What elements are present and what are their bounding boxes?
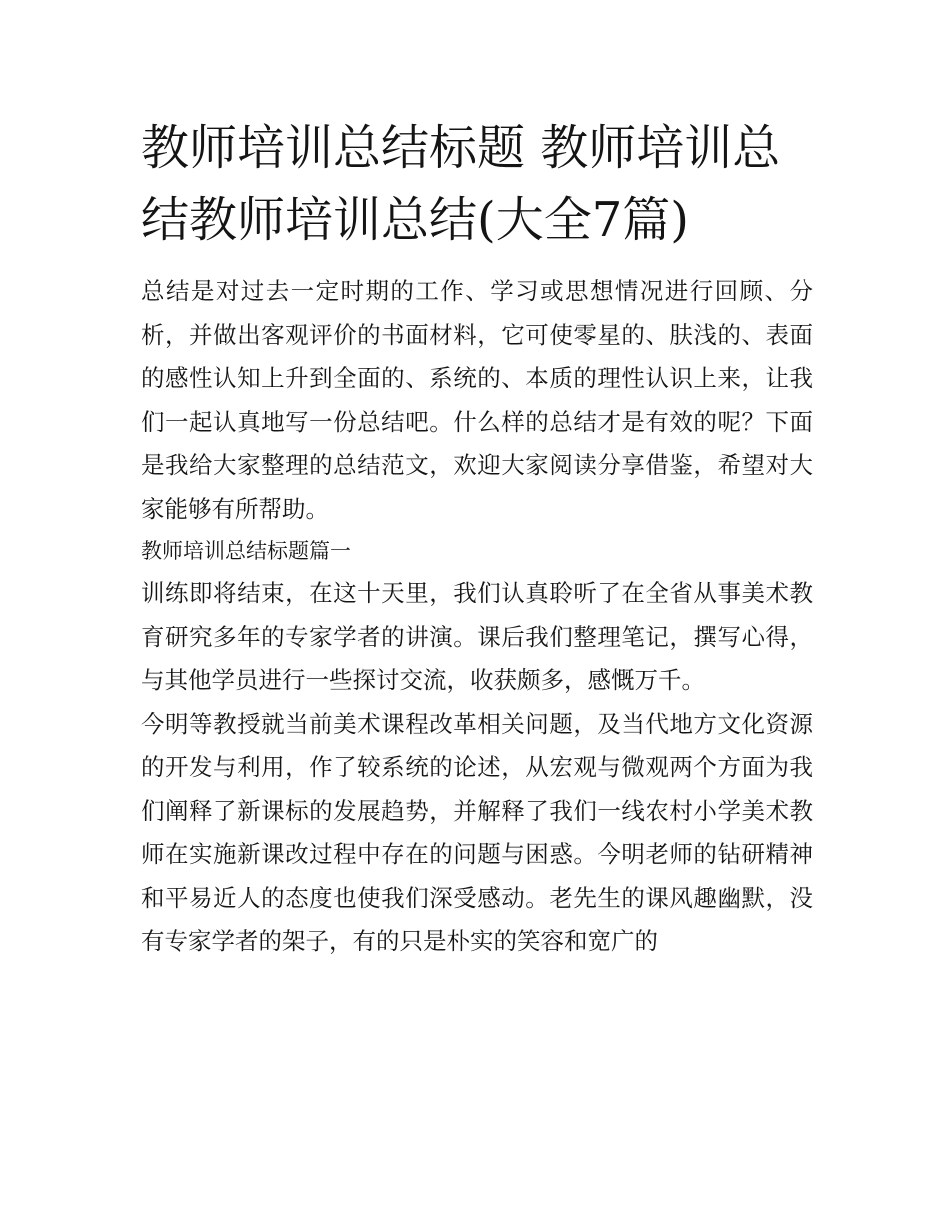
document-page: [141, 112, 813, 964]
section-heading: 教师培训总结标题篇一: [141, 539, 351, 563]
body-paragraph-2: 今明等教授就当前美术课程改革相关问题，及当代地方文化资源的开发与利用，作了较系统的论述，从宏观与微观两个方面为我们阐释了新课标的发展趋势，并解释了我们一线农村小学美术教师在实施新课改过程中存在的问题与困惑。今明老师的钻研精神和平易近人的态度也使我们深受感动。老先生的课风趣幽默，没有专家学者的架子，有的只是朴实的笑容和宽广的: [141, 709, 813, 955]
document-title: 教师培训总结标题 教师培训总结教师培训总结(大全7篇): [141, 120, 781, 248]
document-body: [141, 270, 813, 964]
intro-paragraph: 总结是对过去一定时期的工作、学习或思想情况进行回顾、分析，并做出客观评价的书面材料，它可使零星的、肤浅的、表面的感性认知上升到全面的、系统的、本质的理性认识上来，让我们一起认真地写一份总结吧。什么样的总结才是有效的呢？下面是我给大家整理的总结范文，欢迎大家阅读分享借鉴，希望对大家能够有所帮助。: [141, 277, 813, 523]
body-paragraph-1: 训练即将结束，在这十天里，我们认真聆听了在全省从事美术教育研究多年的专家学者的讲演。课后我们整理笔记，撰写心得，与其他学员进行一些探讨交流，收获颇多，感慨万千。: [141, 579, 813, 694]
